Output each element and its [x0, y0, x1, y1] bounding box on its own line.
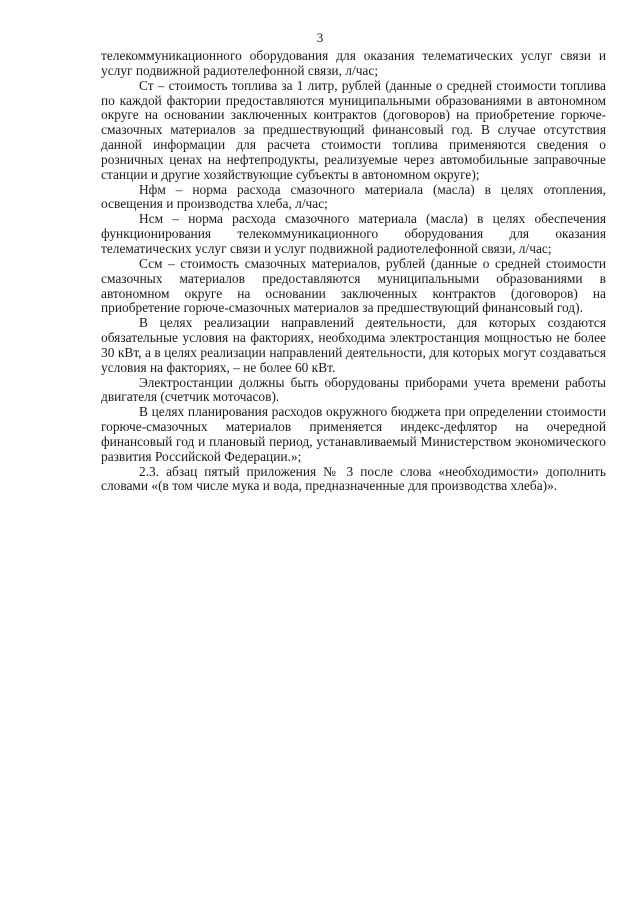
paragraph-hour-meter: Электростанции должны быть оборудованы приборами учета времени работы двигателя (счетчик моточасов). [101, 374, 606, 405]
paragraph-continuation: телекоммуникационного оборудования для оказания телематических услуг связи и услуг подвижной радиотелефонной связи, л/час; [101, 48, 606, 78]
paragraph-deflator-index: В целях планирования расходов окружного бюджета при определении стоимости горюче-смазочных материалов применяется индекс-дефлятор на очередной финансовый год и плановый период, устанавливаемый Министерством экономического развития Российской Федерации.»; [101, 404, 606, 464]
document-body [101, 49, 606, 494]
paragraph-power-station-capacity: В целях реализации направлений деятельности, для которых создаются обязательные условия на факториях, необходима электростанция мощностью не более 30 кВт, а в целях реализации направлений деятельности, для которых могут создаваться условия на факториях, – не более 60 кВт. [101, 315, 606, 375]
paragraph-lubricant-cost: Ссм – стоимость смазочных материалов, рублей (данные о средней стоимости смазочных материалов предоставляются муниципальными образованиями в автономном округе на основании заключенных контрактов (договоров) на приобретение горюче-смазочных материалов за предшествующий финансовый год). [101, 255, 606, 316]
paragraph-nsm-norm: Нсм – норма расхода смазочного материала (масла) в целях обеспечения функционирования телекоммуникационного оборудования для оказания телематических услуг связи и услуг подвижной радиотелефонной связи, л/час; [101, 211, 606, 256]
paragraph-amendment-2-3: 2.3. абзац пятый приложения № 3 после слова «необходимости» дополнить словами «(в том числе мука и вода, предназначенные для производства хлеба)». [101, 463, 606, 494]
paragraph-nfm-norm: Нфм – норма расхода смазочного материала (масла) в целях отопления, освещения и производства хлеба, л/час; [101, 181, 606, 212]
paragraph-fuel-cost: Ст – стоимость топлива за 1 литр, рублей (данные о средней стоимости топлива по каждой фактории предоставляются муниципальными образованиями в автономном округе на основании заключенных контрактов (договоров) на приобретение горюче-смазочных материалов за предшествующий финансовый год. В случае отсутствия данной информации для расчета стоимости топлива применяются сведения о розничных ценах на нефтепродукты, реализуемые через автомобильные заправочные станции и другие хозяйствующие субъекты в автономном округе); [101, 77, 606, 182]
page-number: 3 [316, 30, 324, 45]
